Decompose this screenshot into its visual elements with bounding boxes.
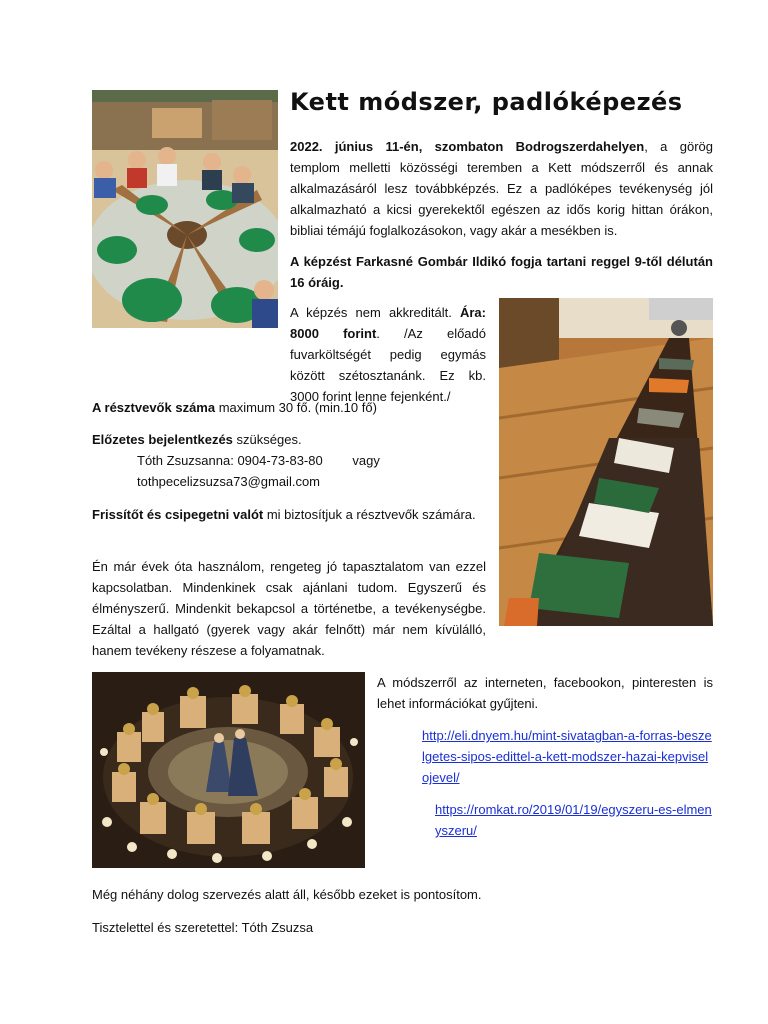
trainer-text: A képzést Farkasné Gombár Ildikó fogja tartani reggel 9-től délután 16 óráig.: [290, 254, 713, 290]
link-1-paragraph: [377, 725, 713, 788]
contact-phone: Tóth Zsuzsanna: 0904-73-83-80: [137, 453, 323, 468]
candles-blocks-photo: [92, 672, 365, 868]
intro-paragraph: [290, 136, 713, 241]
info-paragraph: [377, 672, 713, 714]
testimonial-paragraph: [92, 556, 486, 661]
participants-label: A résztvevők száma: [92, 400, 216, 415]
contact-or: vagy: [352, 453, 380, 468]
link-1-wrap: [377, 725, 713, 788]
intro-date-place: 2022. június 11-én, szombaton Bodrogszerdahelyen: [290, 139, 645, 154]
page-title: Kett módszer, padlóképezés: [290, 88, 683, 116]
registration-contact: [92, 450, 486, 471]
price-paragraph: [92, 302, 486, 407]
floor-strip-photo: [499, 298, 713, 626]
link-2[interactable]: https://romkat.ro/2019/01/19/egyszeru-es-elmenyszeru/: [435, 802, 712, 838]
participants-paragraph: [92, 397, 486, 418]
registration-text: szükséges.: [232, 432, 302, 447]
trainer-paragraph: [290, 251, 713, 293]
price-label: Ára: 8000 forint: [290, 305, 486, 341]
children-floor-picture-photo: [92, 90, 278, 328]
refreshments-text: mi biztosítjuk a résztvevők számára.: [263, 507, 476, 522]
contact-email[interactable]: tothpecelizsuzsa73@gmail.com: [137, 474, 321, 489]
registration-email: [92, 471, 486, 492]
registration-label: Előzetes bejelentkezés: [92, 432, 233, 447]
participants-text: maximum 30 fő. (min.10 fő): [215, 400, 377, 415]
price-text-2: . /Az előadó fuvarköltségét pedig egymás között szétosztanánk. Ez kb. 3000 forint lenne fejenként./: [290, 326, 486, 404]
refreshments-label: Frissítőt és csipegetni valót: [92, 507, 264, 522]
price-wrap: [92, 302, 486, 407]
link-2-wrap: [377, 799, 713, 841]
note-text: Még néhány dolog szervezés alatt áll, később ezeket is pontosítom.: [92, 887, 482, 902]
registration-paragraph: [92, 429, 486, 492]
note-paragraph: [92, 884, 713, 905]
registration-line: [92, 429, 486, 450]
price-text-1: A képzés nem akkreditált.: [290, 305, 460, 320]
link-2-paragraph: [377, 799, 713, 841]
info-text: A módszerről az interneten, facebookon, pinteresten is lehet információkat gyűjteni.: [377, 675, 713, 711]
refreshments-paragraph: [92, 504, 486, 525]
testimonial-text: Én már évek óta használom, rengeteg jó tapasztalatom van ezzel kapcsolatban. Mindenkinek csak ajánlani tudom. Egyszerű és élményszerű. Mindenkit bekapcsol a történetbe, a tevékenységbe. Ezáltal a hallgató (gyerek vagy akár felnőtt) már nem kívülálló, hanem tevékeny részese a folyamatnak.: [92, 559, 486, 658]
closing-text: Tisztelettel és szeretettel: Tóth Zsuzsa: [92, 920, 314, 935]
intro-text: , a görög templom melletti közösségi teremben a Kett módszerről és annak alkalmazásáról lesz továbbképzés. Ez a padlóképes tevékenység jól alkalmazható a kicsi gyerekektől egészen az idős korig hittan órákon, bibliai témájú foglalkozásokon, vagy akár a mesékben is.: [290, 139, 713, 238]
link-1[interactable]: http://eli.dnyem.hu/mint-sivatagban-a-forras-beszelgetes-sipos-edittel-a-kett-modszer-hazai-kepviselojevel/: [422, 728, 712, 785]
closing-paragraph: [92, 917, 713, 938]
